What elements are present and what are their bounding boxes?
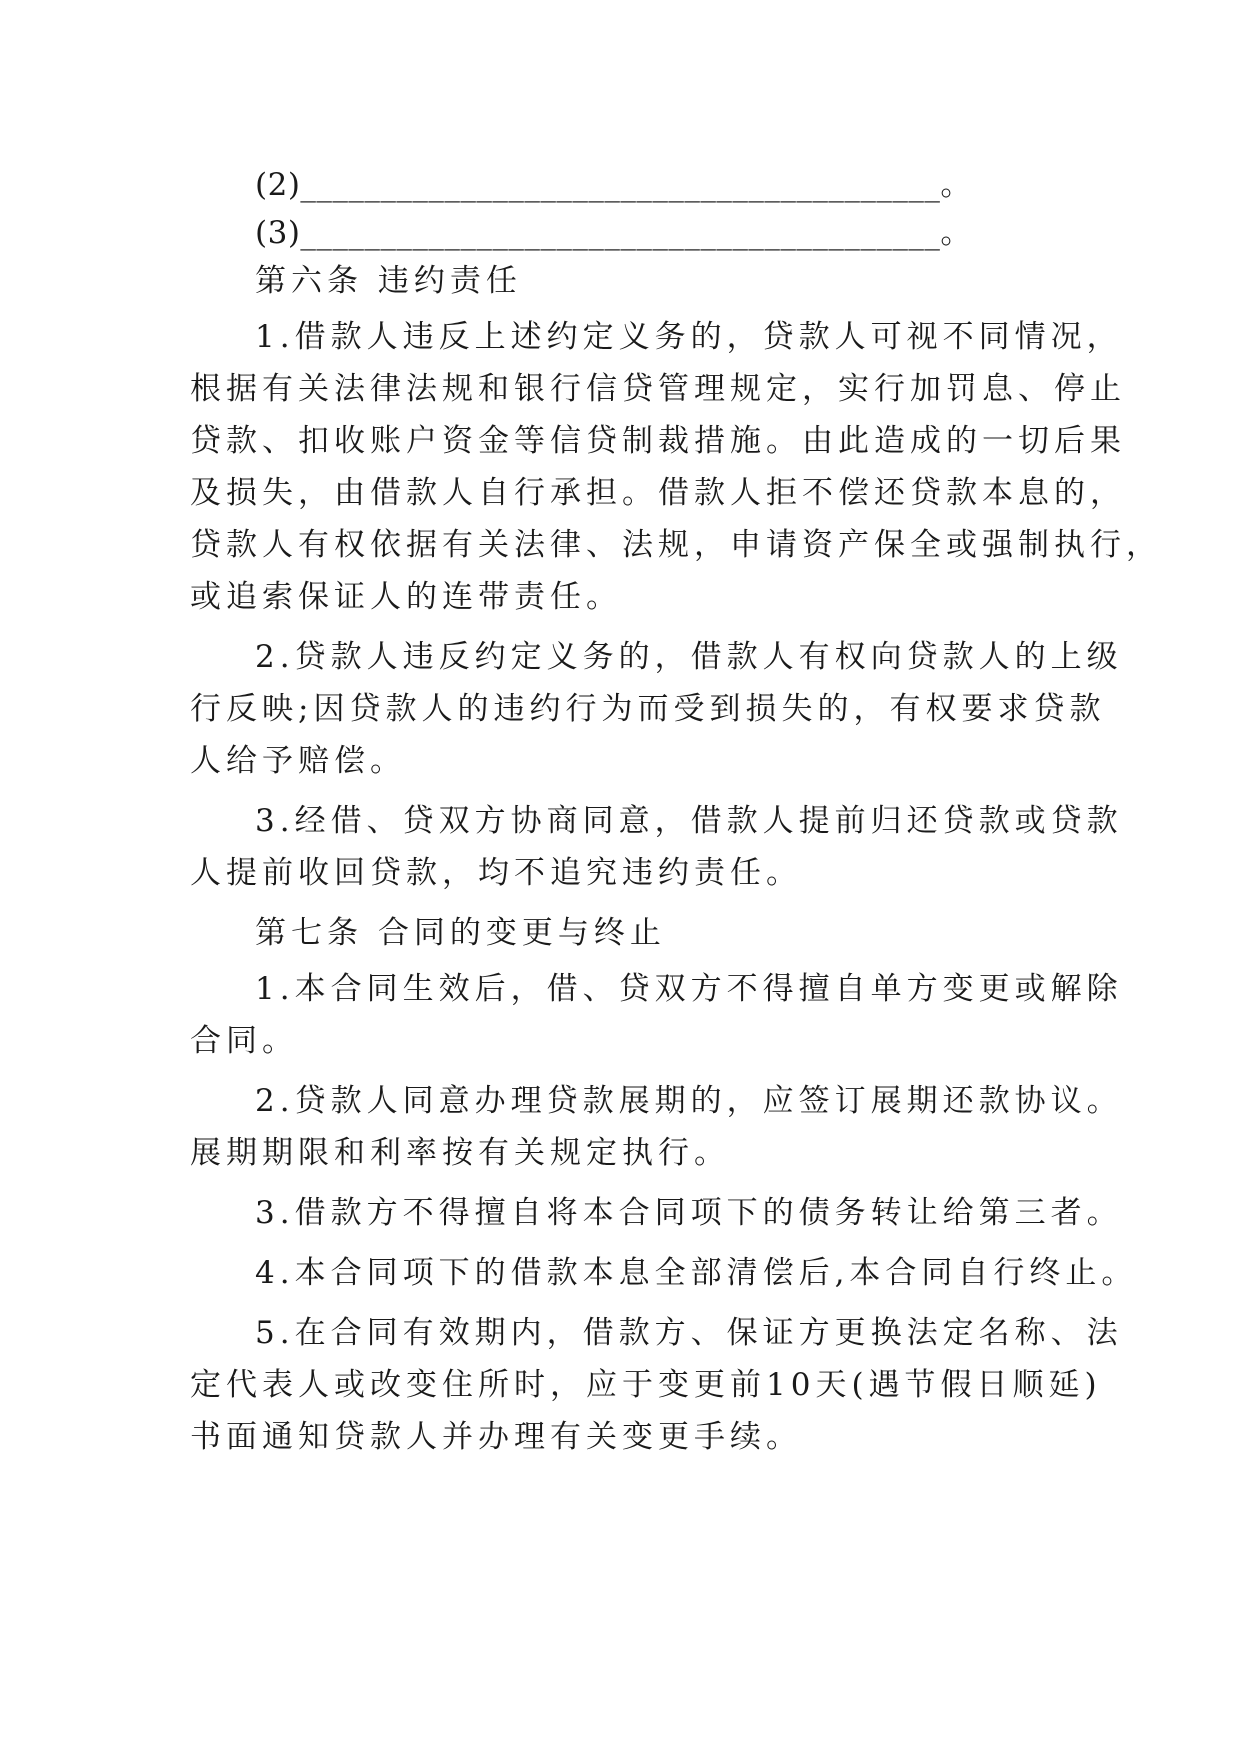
paragraph-line: 合同。 [190,1023,298,1059]
paragraph-line: 及损失，由借款人自行承担。借款人拒不偿还贷款本息的， [190,475,1126,511]
paragraph-line: 4.本合同项下的借款本息全部清偿后,本合同自行终止。 [255,1255,1138,1291]
paragraph-line: 2.贷款人同意办理贷款展期的，应签订展期还款协议。 [255,1083,1123,1119]
paragraph-line: 定代表人或改变住所时，应于变更前10天(遇节假日顺延) [190,1367,1102,1403]
blank-item-3: (3)________________________________________。 [255,215,972,251]
paragraph-line: 贷款人有权依据有关法律、法规，申请资产保全或强制执行， [190,527,1162,563]
paragraph-line: 行反映;因贷款人的违约行为而受到损失的，有权要求贷款 [190,691,1106,727]
paragraph-line: 贷款、扣收账户资金等信贷制裁措施。由此造成的一切后果 [190,423,1126,459]
paragraph-line: 展期期限和利率按有关规定执行。 [190,1135,730,1171]
section-heading-breach: 第六条 违约责任 [255,263,522,299]
paragraph-line: 根据有关法律法规和银行信贷管理规定，实行加罚息、停止 [190,371,1126,407]
paragraph-line: 1.借款人违反上述约定义务的，贷款人可视不同情况， [255,319,1123,355]
paragraph-line: 5.在合同有效期内，借款方、保证方更换法定名称、法 [255,1315,1123,1351]
section-heading-change: 第七条 合同的变更与终止 [255,915,666,951]
paragraph-line: 2.贷款人违反约定义务的，借款人有权向贷款人的上级 [255,639,1123,675]
paragraph-line: 或追索保证人的连带责任。 [190,579,622,615]
paragraph-line: 人给予赔偿。 [190,743,406,779]
paragraph-line: 3.经借、贷双方协商同意，借款人提前归还贷款或贷款 [255,803,1123,839]
paragraph-line: 1.本合同生效后，借、贷双方不得擅自单方变更或解除 [255,971,1123,1007]
paragraph-line: 书面通知贷款人并办理有关变更手续。 [190,1419,802,1455]
paragraph-line: 人提前收回贷款，均不追究违约责任。 [190,855,802,891]
paragraph-line: 3.借款方不得擅自将本合同项下的债务转让给第三者。 [255,1195,1123,1231]
blank-item-2: (2)________________________________________。 [255,167,972,203]
